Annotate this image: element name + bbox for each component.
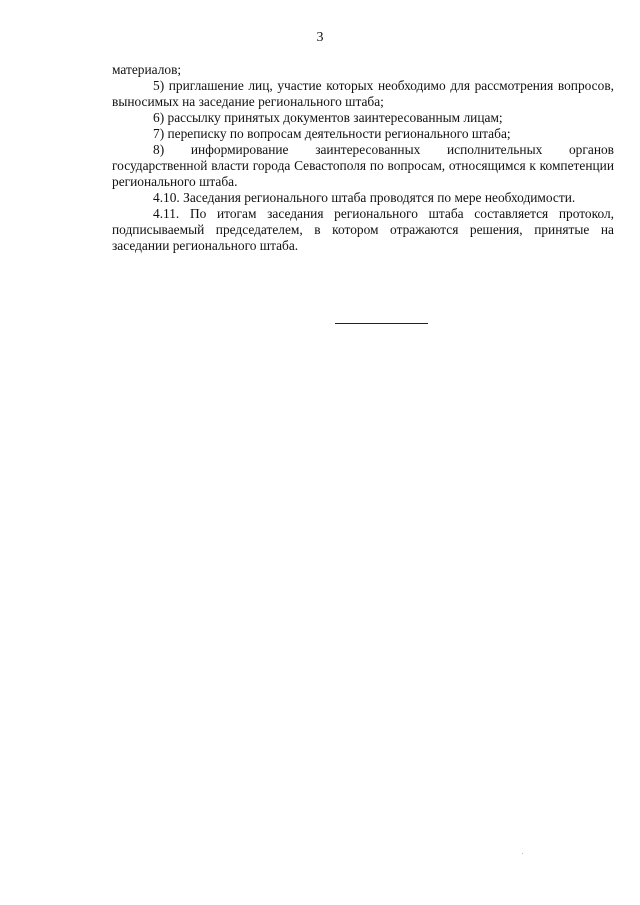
list-item-5: 5) приглашение лиц, участие которых необходимо для рассмотрения вопросов, выносимых на заседание регионального штаба; [112,78,614,109]
end-separator-line [335,323,428,324]
paragraph-continuation: материалов; [112,62,182,77]
list-item-6: 6) рассылку принятых документов заинтересованным лицам; [153,110,503,125]
clause-4-10: 4.10. Заседания регионального штаба проводятся по мере необходимости. [153,190,576,205]
clause-4-11: 4.11. По итогам заседания регионального штаба составляется протокол, подписываемый председателем, в котором отражаются решения, принятые на заседании регионального штаба. [112,206,614,253]
page-number: 3 [316,30,324,45]
list-item-7: 7) переписку по вопросам деятельности регионального штаба; [153,126,511,141]
list-item-8: 8) информирование заинтересованных исполнительных органов государственной власти города Севастополя по вопросам, относящимся к компетенции регионального штаба. [112,142,614,189]
scan-speck [522,853,523,854]
document-body [112,62,614,254]
